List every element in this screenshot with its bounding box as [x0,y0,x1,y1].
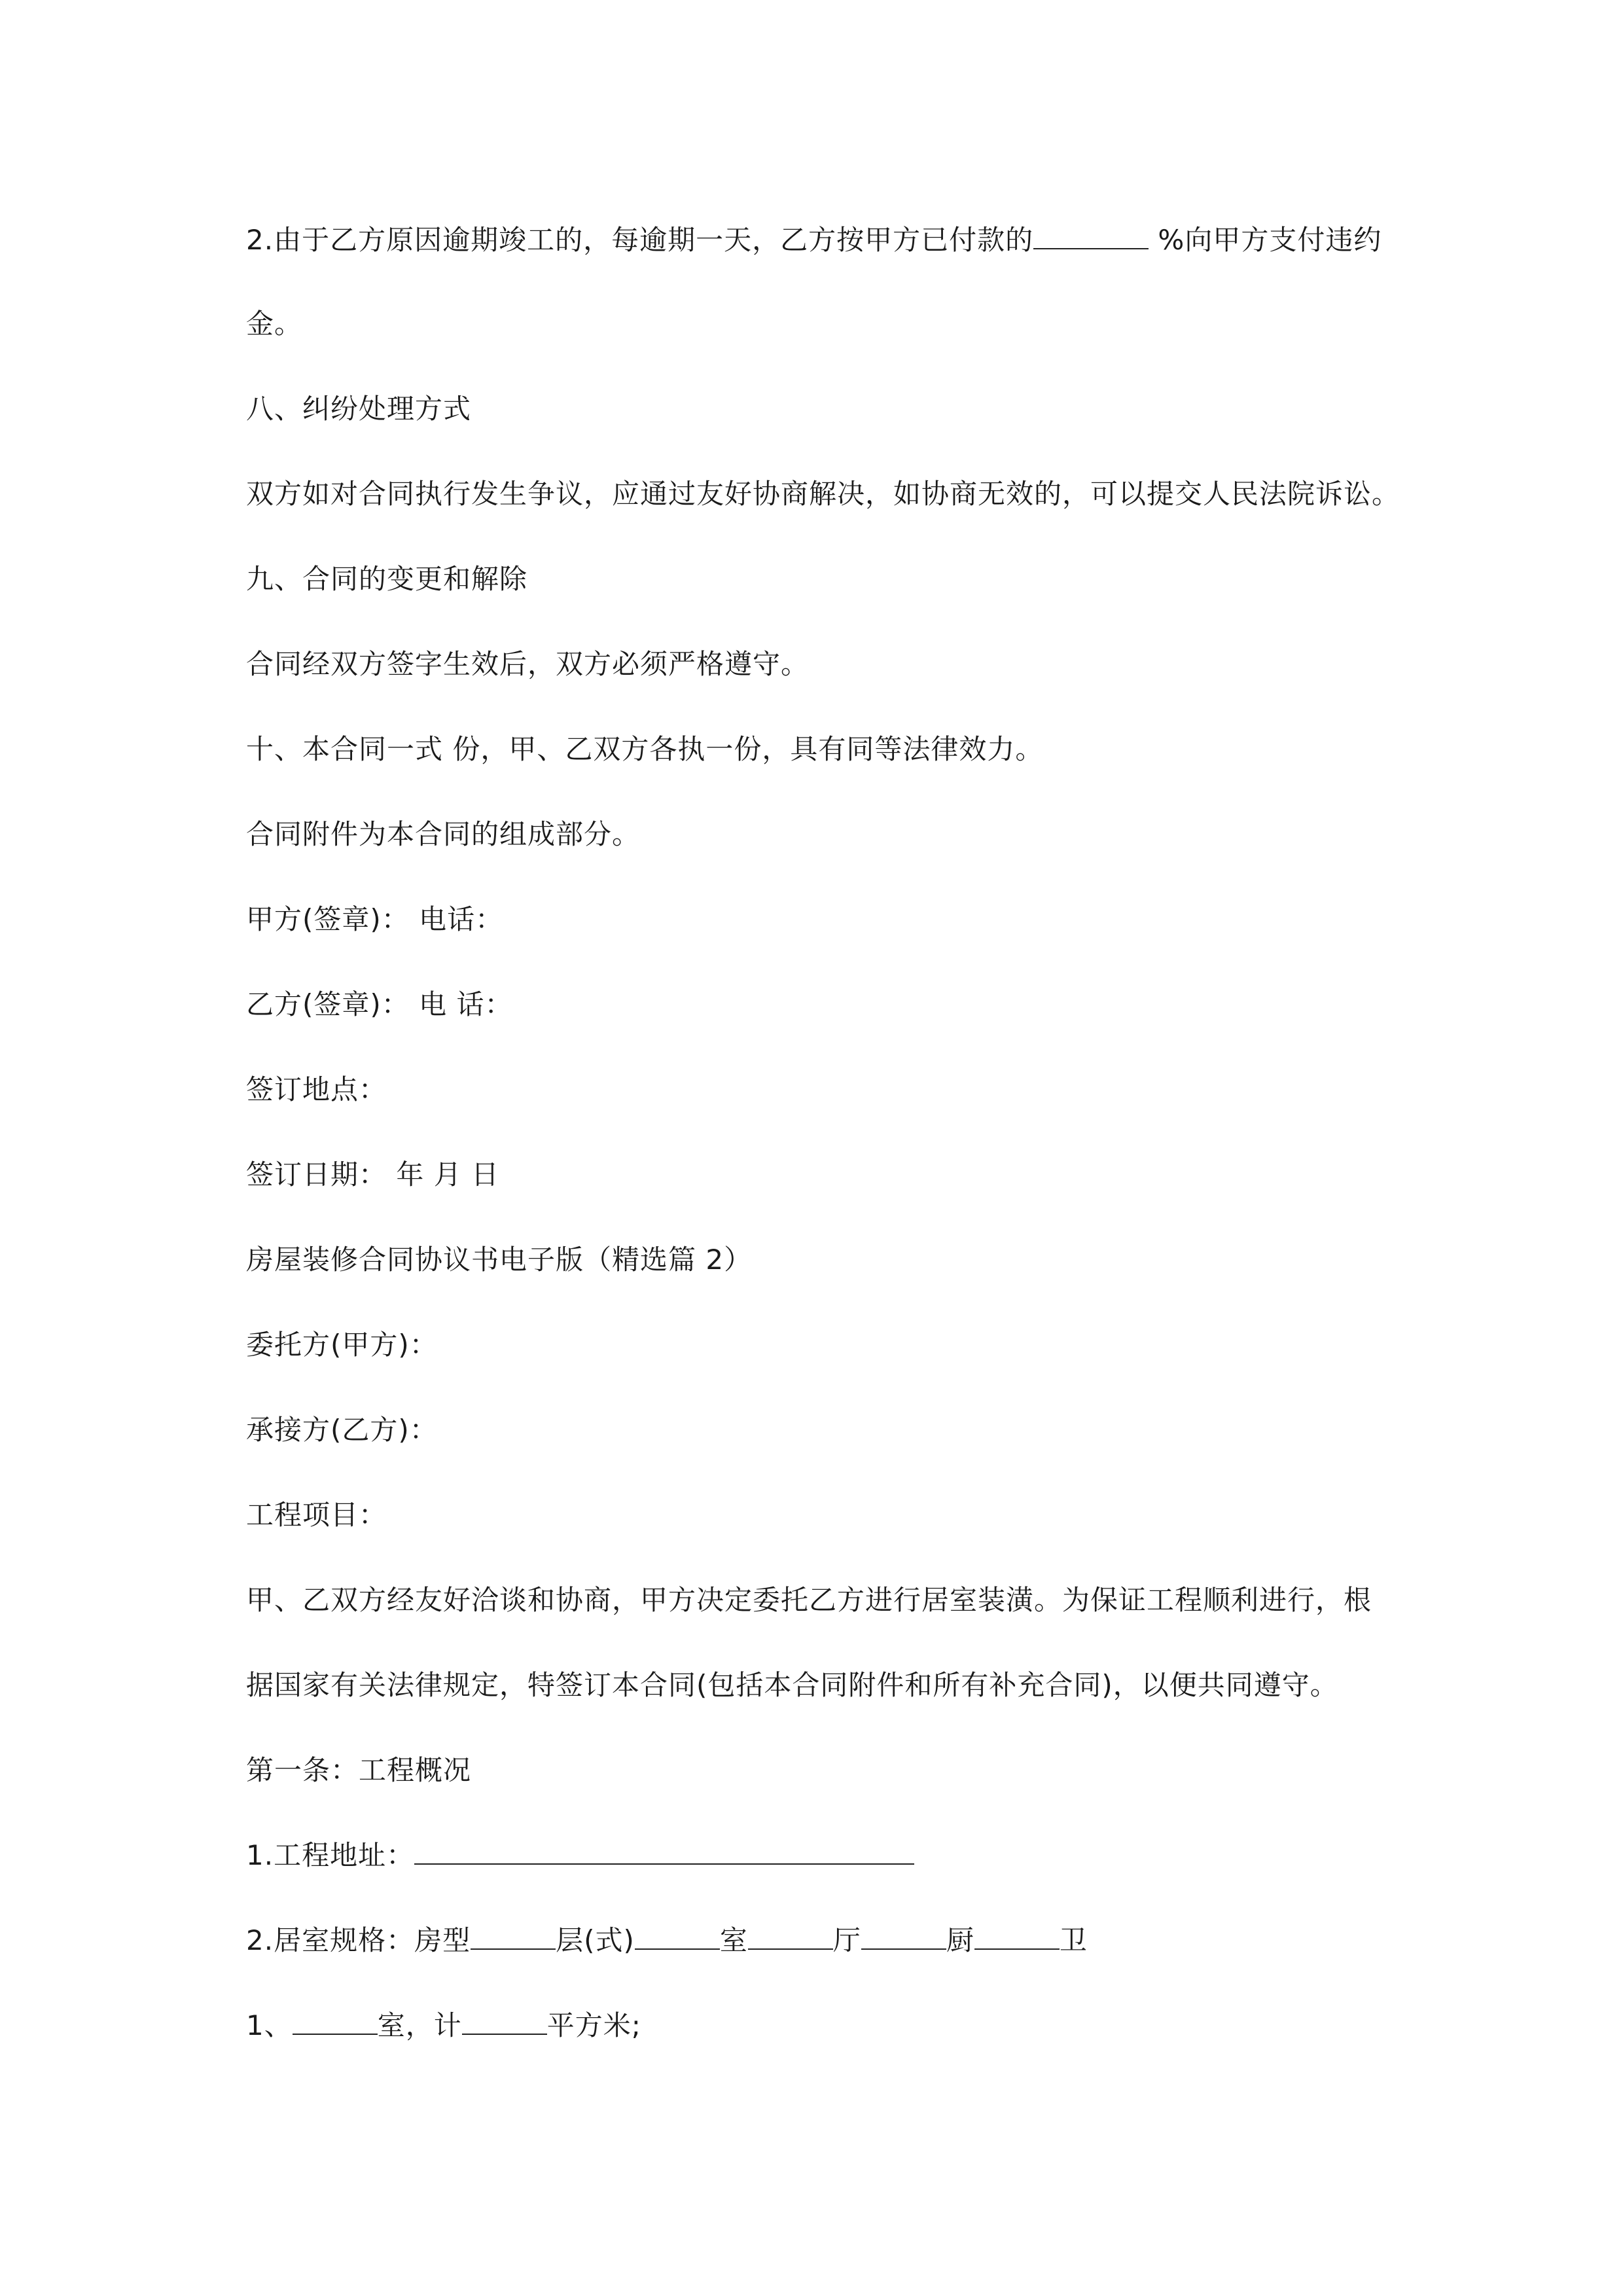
spec-bath: 卫 [1059,1924,1088,1956]
room-name-blank [293,2007,378,2035]
room-count-blank [748,1922,833,1950]
spec-floor: 层(式) [556,1924,635,1956]
address-label: 1.工程地址： [246,1839,415,1871]
room-suffix: 平方米; [546,2009,641,2041]
penalty-rate-blank [1033,222,1149,249]
address-blank [414,1837,914,1865]
room-spec [246,1921,1088,1960]
room-prefix: 1、 [246,2009,293,2041]
house-type-blank [471,1922,556,1950]
room-area-blank [462,2007,547,2035]
penalty-text-start: 2.由于乙方原因逾期竣工的，每逾期一天，乙方按甲方已付款的 [246,224,1034,256]
client-party: 委托方(甲方)： [246,1329,438,1361]
party-b-signature: 乙方(签章)： 电 话： [246,988,513,1020]
section-9-heading: 九、合同的变更和解除 [246,563,528,595]
kitchen-count-blank [974,1922,1060,1950]
signing-place: 签订地点： [246,1073,387,1105]
section-9-body: 合同经双方签字生效后，双方必须严格遵守。 [246,648,810,680]
spec-room: 室 [719,1924,748,1956]
project-address [246,1836,914,1875]
party-a-signature: 甲方(签章)： 电话： [246,903,504,935]
section-8-body: 双方如对合同执行发生争议，应通过友好协商解决，如协商无效的，可以提交人民法院诉讼。 [246,478,1400,510]
project-name: 工程项目： [246,1499,387,1531]
floor-blank [635,1922,720,1950]
section-8-heading: 八、纠纷处理方式 [246,393,472,425]
article-1-heading: 第一条：工程概况 [246,1754,472,1786]
room-area [246,2006,641,2045]
spec-label: 2.居室规格：房型 [246,1924,471,1956]
intro-line-1: 甲、乙双方经友好洽谈和协商，甲方决定委托乙方进行居室装潢。为保证工程顺利进行，根 [246,1584,1372,1616]
contractor-party: 承接方(乙方)： [246,1414,438,1446]
hall-count-blank [861,1922,946,1950]
paragraph-penalty [246,221,1382,260]
penalty-text-end: %向甲方支付违约 [1149,224,1382,256]
section-10-body: 十、本合同一式 份，甲、乙双方各执一份，具有同等法律效力。 [246,733,1044,765]
signing-date: 签订日期： 年 月 日 [246,1158,500,1191]
contract-2-title: 房屋装修合同协议书电子版（精选篇 2） [246,1244,753,1276]
paragraph-penalty-cont: 金。 [246,308,303,340]
room-mid: 室，计 [377,2009,462,2041]
intro-line-2: 据国家有关法律规定，特签订本合同(包括本合同附件和所有补充合同)，以便共同遵守。 [246,1669,1338,1701]
spec-kitchen: 厨 [946,1924,974,1956]
attachment-note: 合同附件为本合同的组成部分。 [246,818,641,850]
spec-hall: 厅 [832,1924,861,1956]
